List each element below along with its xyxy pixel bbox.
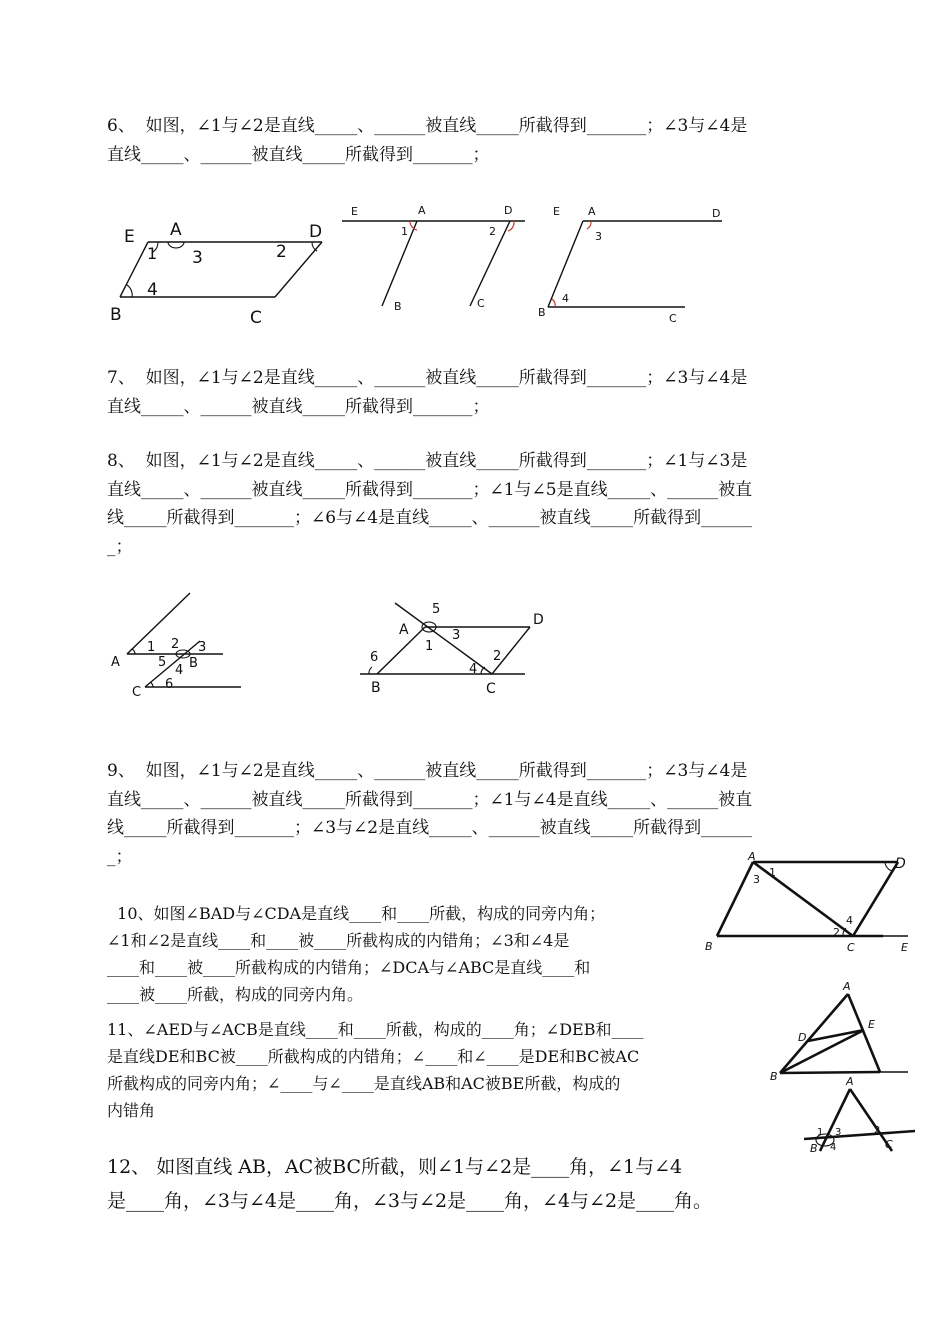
figure-10 xyxy=(703,850,918,955)
question-9-line-3: 线_____所截得到_______；∠3与∠2是直线_____、______被直线_____所截得到______ xyxy=(107,818,753,838)
label-A: A xyxy=(748,850,756,863)
question-9-line-1: 9、 如图，∠1与∠2是直线_____、______被直线_____所截得到_______；∠3与∠4是 xyxy=(107,761,748,781)
angle-6: 6 xyxy=(370,650,379,665)
figure-8a xyxy=(105,585,250,705)
angle-2: 2 xyxy=(493,649,502,664)
question-7-line-2: 直线_____、______被直线_____所截得到_______； xyxy=(107,396,490,417)
label-C: C xyxy=(669,312,677,325)
angle-1: 1 xyxy=(401,225,408,238)
angle-2: 2 xyxy=(489,225,496,238)
label-C: C xyxy=(477,297,485,310)
label-C: C xyxy=(250,308,262,328)
angle-3: 3 xyxy=(192,248,203,268)
question-9-line-4: _； xyxy=(107,846,133,867)
angle-3: 3 xyxy=(595,230,602,243)
angle-3: 3 xyxy=(753,873,760,886)
label-B: B xyxy=(371,680,381,696)
label-E: E xyxy=(553,205,560,218)
angle-1: 1 xyxy=(817,1127,824,1138)
figure-6c xyxy=(535,200,725,330)
angle-2: 2 xyxy=(171,637,180,652)
angle-1: 1 xyxy=(147,640,156,655)
question-8-line-3: 线_____所截得到_______；∠6与∠4是直线_____、______被直线_____所截得到______ xyxy=(107,508,753,528)
question-12-line-1: 12、 如图直线 AB，AC被BC所截，则∠1与∠2是____角，∠1与∠4 xyxy=(107,1156,683,1178)
question-7-line-1: 7、 如图，∠1与∠2是直线_____、______被直线_____所截得到_______；∠3与∠4是 xyxy=(107,368,748,388)
angle-1: 1 xyxy=(147,244,158,263)
question-6 xyxy=(107,112,847,169)
question-7 xyxy=(107,364,847,421)
label-B: B xyxy=(770,1070,778,1083)
label-B: B xyxy=(705,940,713,953)
question-11 xyxy=(107,1016,757,1124)
figure-12 xyxy=(800,1075,920,1165)
label-D: D xyxy=(533,612,544,628)
label-B: B xyxy=(538,306,546,319)
question-12-line-2: 是____角，∠3与∠4是____角，∠3与∠2是____角，∠4与∠2是____角。 xyxy=(107,1190,713,1212)
question-9-line-2: 直线_____、______被直线_____所截得到_______；∠1与∠4是直线_____、______被直 xyxy=(107,789,753,810)
label-C: C xyxy=(486,681,496,697)
question-11-line-1: 11、∠AED与∠ACB是直线____和____所截，构成的____角；∠DEB和____ xyxy=(107,1020,644,1039)
figure-6b xyxy=(340,200,530,320)
question-10-line-4: ____被____所截，构成的同旁内角。 xyxy=(107,985,364,1004)
question-10 xyxy=(107,900,707,1008)
label-E: E xyxy=(901,941,908,954)
label-C: C xyxy=(847,941,855,954)
label-A: A xyxy=(588,205,596,218)
label-C: C xyxy=(885,1138,893,1151)
angle-1: 1 xyxy=(425,639,434,654)
question-10-line-1: 10、如图∠BAD与∠CDA是直线____和____所截，构成的同旁内角； xyxy=(107,904,606,923)
label-B: B xyxy=(189,656,198,671)
label-A: A xyxy=(846,1075,854,1088)
label-D: D xyxy=(504,204,513,217)
label-B: B xyxy=(394,300,402,313)
label-D: D xyxy=(798,1031,807,1044)
question-12 xyxy=(107,1150,867,1218)
label-A: A xyxy=(170,220,182,240)
angle-3: 3 xyxy=(452,628,461,643)
label-E: E xyxy=(124,227,135,247)
label-D: D xyxy=(895,856,906,872)
angle-3: 3 xyxy=(835,1127,842,1138)
question-6-line-1: 6、 如图，∠1与∠2是直线_____、______被直线_____所截得到_______；∠3与∠4是 xyxy=(107,116,748,136)
angle-4: 4 xyxy=(562,292,569,305)
label-A: A xyxy=(418,204,426,217)
question-10-line-3: ____和____被____所截构成的内错角；∠DCA与∠ABC是直线____和 xyxy=(107,958,591,977)
angle-2: 2 xyxy=(833,926,840,939)
figure-11 xyxy=(768,980,918,1083)
question-8-line-1: 8、 如图，∠1与∠2是直线_____、______被直线_____所截得到_______；∠1与∠3是 xyxy=(107,451,748,471)
question-11-line-4: 内错角 xyxy=(107,1101,156,1120)
label-C: C xyxy=(132,685,142,700)
question-6-line-2: 直线_____、______被直线_____所截得到_______； xyxy=(107,144,490,165)
angle-4: 4 xyxy=(175,663,184,678)
angle-4: 4 xyxy=(147,280,158,300)
question-10-line-2: ∠1和∠2是直线____和____被____所截构成的内错角；∠3和∠4是 xyxy=(107,931,570,950)
label-B: B xyxy=(810,1142,818,1155)
angle-1: 1 xyxy=(769,866,776,879)
angle-2: 2 xyxy=(874,1125,881,1136)
angle-2: 2 xyxy=(276,242,287,262)
label-A: A xyxy=(843,980,851,993)
figure-8b xyxy=(355,595,565,700)
angle-4: 4 xyxy=(846,914,853,927)
angle-6: 6 xyxy=(165,677,174,692)
question-8 xyxy=(107,447,847,561)
label-E: E xyxy=(868,1018,875,1031)
angle-5: 5 xyxy=(158,655,167,670)
question-8-line-2: 直线_____、______被直线_____所截得到_______；∠1与∠5是直线_____、______被直 xyxy=(107,479,753,500)
angle-4: 4 xyxy=(469,662,478,677)
label-A: A xyxy=(111,655,120,670)
angle-3: 3 xyxy=(198,640,207,655)
label-D: D xyxy=(309,222,323,242)
question-11-line-3: 所截构成的同旁内角；∠____与∠____是直线AB和AC被BE所截，构成的 xyxy=(107,1074,621,1093)
angle-5: 5 xyxy=(432,602,441,617)
question-11-line-2: 是直线DE和BC被____所截构成的内错角；∠____和∠____是DE和BC被AC xyxy=(107,1047,640,1066)
label-D: D xyxy=(712,207,721,220)
label-B: B xyxy=(110,305,122,325)
figure-6a xyxy=(110,215,335,330)
angle-4: 4 xyxy=(830,1142,837,1153)
label-E: E xyxy=(351,205,358,218)
label-A: A xyxy=(399,622,409,638)
question-8-line-4: _； xyxy=(107,536,133,557)
